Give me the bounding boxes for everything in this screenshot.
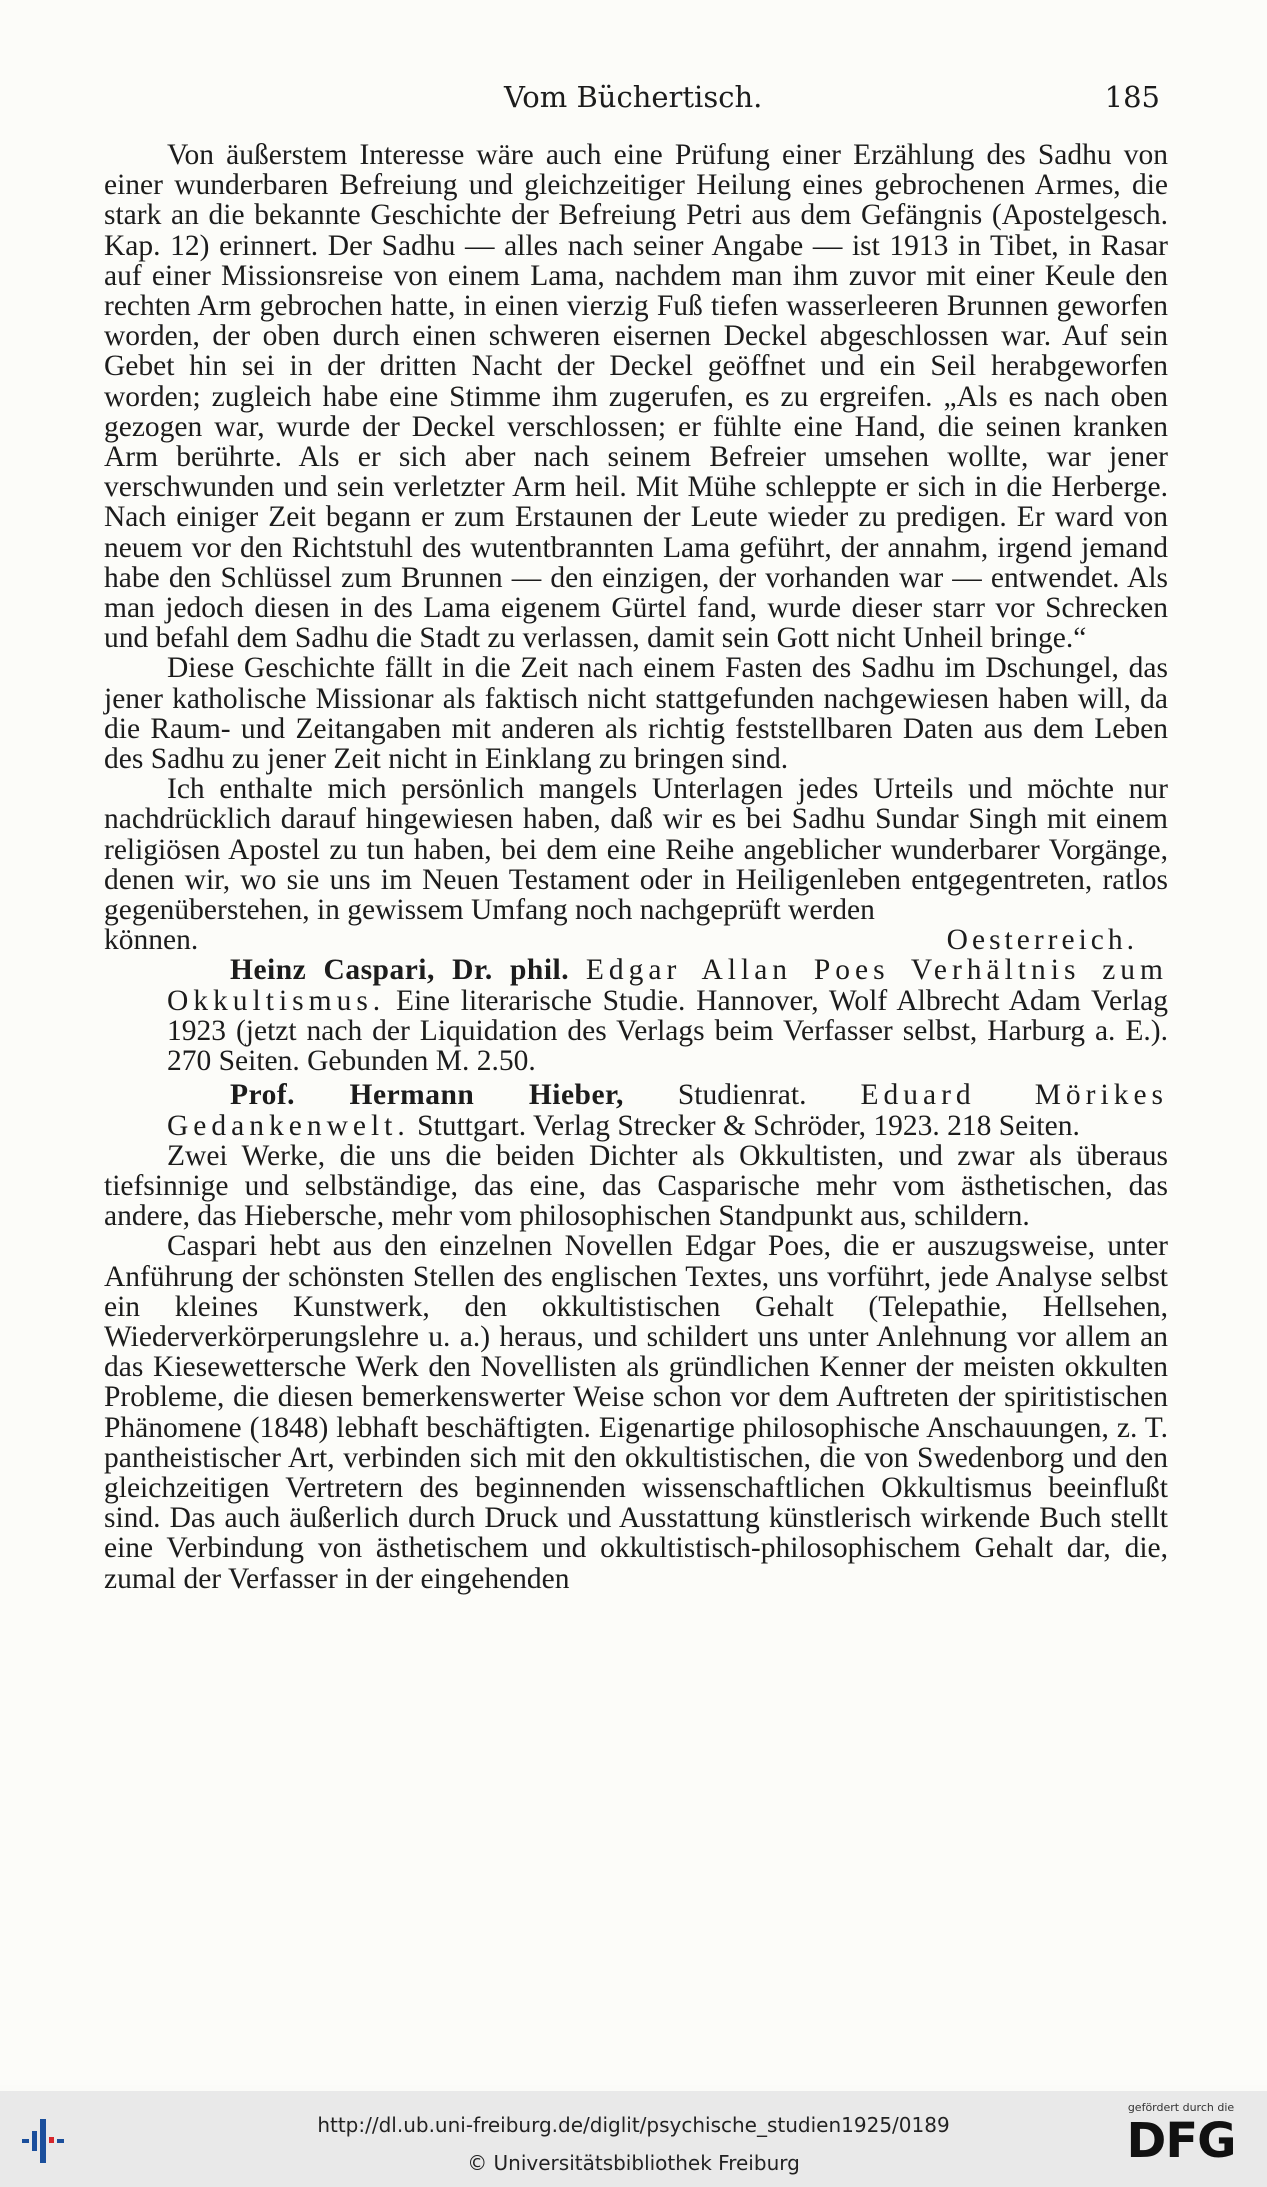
paragraph: Caspari hebt aus den einzelnen Novellen Edgar Poes, die er auszugsweise, unter Anführung der schönsten Stellen des englischen Textes, uns vorführt, jede Analyse selbst ein kleines Kunstwerk, den okkultistischen Gehalt (Telepathie, Hellsehen, Wiederverkörperungslehre u. a.) heraus, und schildert uns unter Anlehnung vor allem an das Kiesewettersche Werk den Novellisten als gründlichen Kenner der meisten okkulten Probleme, die diesen bemerkenswerter Weise schon vor dem Auftreten der spiritistischen Phänomene (1848) lebhaft beschäftigten. Eigenartige philosophische Anschauungen, z. T. pantheistischer Art, verbinden sich mit den okkultistischen, die von Swedenborg und den gleichzeitigen Vertretern des beginnenden wissenschaftlichen Okkultismus beeinflußt sind. Das auch äußerlich durch Druck und Ausstattung künstlerisch wirkende Buch stellt eine Verbindung von ästhetischem und okkultistisch-philosophischem Gehalt dar, die, zumal der Verfasser in der eingehenden bbox=[104, 1230, 1168, 1595]
author-role: Studienrat. bbox=[677, 1079, 807, 1112]
book-details: Stuttgart. Verlag Strecker & Schröder, 1923. 218 Seiten. bbox=[417, 1109, 1080, 1142]
paragraph bbox=[104, 774, 1168, 925]
body-text bbox=[104, 140, 1168, 1594]
page-header bbox=[104, 80, 1160, 120]
book-title: Edgar Allan Poes Verhältnis zum Okkultismus. bbox=[167, 954, 1169, 1017]
book-author: Prof. Hermann Hieber, bbox=[230, 1079, 624, 1112]
book-title: Eduard Mörikes Gedankenwelt. bbox=[167, 1079, 1169, 1142]
paragraph: Von äußerstem Interesse wäre auch eine Prüfung einer Erzählung des Sadhu von einer wunderbaren Befreiung und gleichzeitiger Heilung eines gebrochenen Armes, die stark an die bekannte Geschichte der Befreiung Petri aus dem Gefängnis (Apostelgesch. Kap. 12) erinnert. Der Sadhu — alles nach seiner Angabe — ist 1913 in Tibet, in Rasar auf einer Missionsreise von einem Lama, nachdem man ihm zuvor mit einer Keule den rechten Arm gebrochen hatte, in einen vierzig Fuß tiefen wasserleeren Brunnen geworfen worden, der oben durch einen schweren eisernen Deckel abgeschlossen war. Auf sein Gebet hin sei in der dritten Nacht der Deckel geöffnet und ein Seil herabgeworfen worden; zugleich habe eine Stimme ihm zugerufen, es zu ergreifen. „Als es nach oben gezogen war, wurde der Deckel verschlossen; er fühlte eine Hand, die seinen kranken Arm berührte. Als er sich aber nach seinem Befreier umsehen wollte, war jener verschwunden und sein verletzter Arm heil. Mit Mühe schleppte er sich in die Herberge. Nach einiger Zeit begann er zum Erstaunen der Leute wieder zu predigen. Er ward von neuem vor den Richtstuhl des wutentbrannten Lama geführt, der annahm, irgend jemand habe den Schlüssel zum Brunnen — den einzigen, der vorhanden war — entwendet. Als man jedoch diesen in des Lama eigenem Gürtel fand, wurde dieser starr vor Schrecken und befahl dem Sadhu die Stadt zu verlassen, damit sein Gott nicht Unheil bringe.“ bbox=[104, 139, 1168, 655]
book-author: Heinz Caspari, Dr. phil. bbox=[230, 954, 570, 987]
page-number: 185 bbox=[1104, 80, 1160, 114]
dfg-logo-icon: DFG bbox=[1126, 2113, 1236, 2169]
book-entry bbox=[104, 955, 1168, 1076]
paragraph: Zwei Werke, die uns die beiden Dichter als Okkultisten, und zwar als überaus tiefsinnige und selbständige, das eine, das Casparische mehr vom ästhetischen, das andere, das Hiebersche, mehr vom philosophischen Standpunkt aus, schildern. bbox=[104, 1139, 1168, 1233]
book-details: Eine literarische Studie. Hannover, Wolf Albrecht Adam Verlag 1923 (jetzt nach der Liquidation des Verlags beim Verfasser selbst, Harburg a. E.). 270 Seiten. Gebunden M. 2.50. bbox=[167, 984, 1169, 1078]
footer-bar bbox=[0, 2091, 1267, 2187]
running-title: Vom Büchertisch. bbox=[504, 80, 763, 114]
reviewer-signature: Oesterreich. bbox=[946, 924, 1138, 957]
book-entry bbox=[104, 1080, 1168, 1140]
paragraph-text: Ich enthalte mich persönlich mangels Unterlagen jedes Urteils und möchte nur nachdrücklich darauf hingewiesen haben, daß wir es bei Sadhu Sundar Singh mit einem religiösen Apostel zu tun haben, bei dem eine Reihe angeblicher wunderbarer Vorgänge, denen wir, wo sie uns im Neuen Testament oder in Heiligenleben entgegentreten, ratlos gegenüberstehen, in gewissem Umfang noch nachgeprüft werden bbox=[104, 773, 1168, 927]
dfg-caption: gefördert durch die bbox=[1127, 2101, 1235, 2114]
dfg-logo bbox=[1111, 2101, 1251, 2179]
paragraph: Diese Geschichte fällt in die Zeit nach einem Fasten des Sadhu im Dschungel, das jener katholische Missionar als faktisch nicht stattgefunden nachgewiesen haben will, da die Raum- und Zeitangaben mit anderen als richtig feststellbaren Daten aus dem Leben des Sadhu zu jener Zeit nicht in Einklang zu bringen sind. bbox=[104, 652, 1168, 776]
signature-line bbox=[104, 925, 1168, 955]
source-url[interactable]: http://dl.ub.uni-freiburg.de/diglit/psychische_studien1925/0189 bbox=[317, 2113, 950, 2137]
copyright-notice: © Universitätsbibliothek Freiburg bbox=[467, 2151, 800, 2175]
paragraph-end: können. bbox=[104, 924, 199, 957]
